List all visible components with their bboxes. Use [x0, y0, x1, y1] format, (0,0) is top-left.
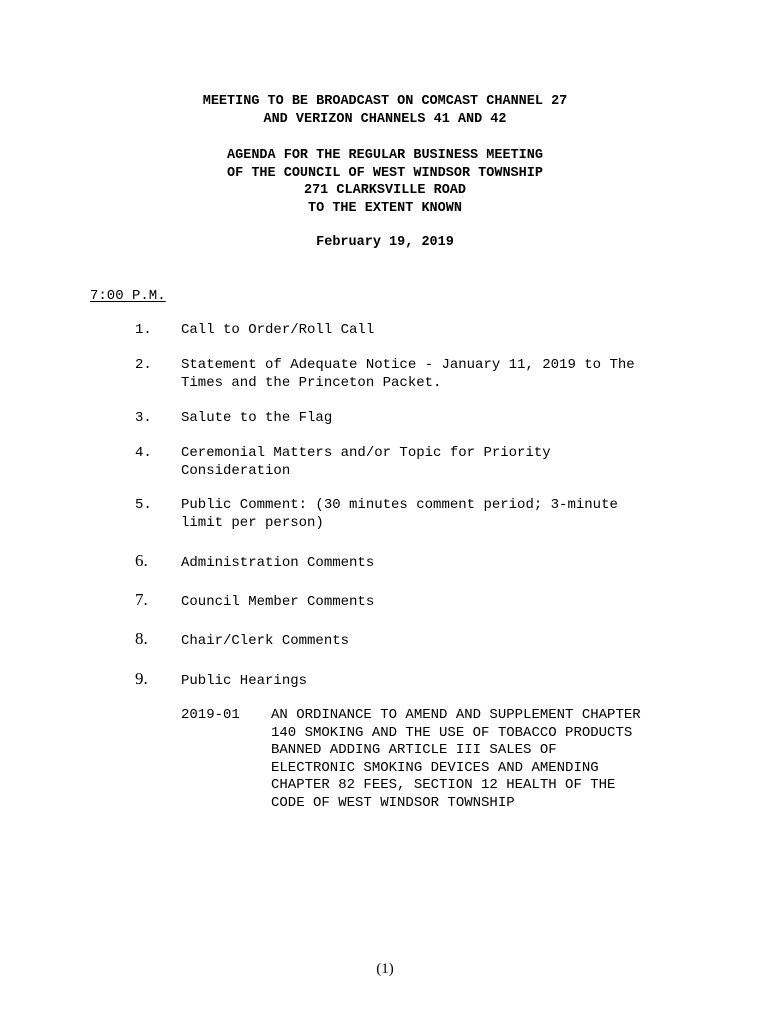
item-text: Ceremonial Matters and/or Topic for Priority Consideration	[181, 445, 551, 479]
item-number: 1.	[135, 322, 152, 338]
meeting-date: February 19, 2019	[316, 235, 454, 250]
item-text: Statement of Adequate Notice - January 11, 2019 to The Times and the Princeton Packet.	[181, 357, 635, 391]
item-number: 7.	[135, 590, 148, 609]
broadcast-line: MEETING TO BE BROADCAST ON COMCAST CHANNEL 27	[202, 94, 568, 109]
agenda-title-line: AGENDA FOR THE REGULAR BUSINESS MEETING	[227, 148, 543, 163]
ordinance-line: AN ORDINANCE TO AMEND AND SUPPLEMENT CHAPTER	[271, 707, 641, 723]
agenda-title-line: OF THE COUNCIL OF WEST WINDSOR TOWNSHIP	[227, 165, 543, 181]
item-text: Salute to the Flag	[181, 410, 333, 426]
item-number: 8.	[135, 629, 148, 648]
agenda-title	[0, 147, 770, 217]
agenda-title-line: 271 CLARKSVILLE ROAD	[303, 183, 467, 198]
item-text: Call to Order/Roll Call	[181, 322, 375, 338]
item-number: 3.	[135, 410, 152, 426]
item-text: Public Comment: (30 minutes comment period; 3-minute limit per person)	[181, 497, 618, 531]
ordinance-line: 140 SMOKING AND THE USE OF TOBACCO PRODUCTS	[271, 724, 633, 741]
item-number: 6.	[135, 551, 148, 570]
ordinance-line: BANNED ADDING ARTICLE III SALES OF	[271, 742, 557, 758]
item-number: 5.	[135, 497, 152, 513]
item-text: Chair/Clerk Comments	[181, 633, 350, 649]
item-number: 9.	[135, 669, 148, 688]
item-number: 4.	[135, 445, 152, 461]
item-text: Council Member Comments	[181, 594, 375, 610]
page-number: (1)	[376, 961, 394, 977]
item-text: Administration Comments	[181, 555, 375, 571]
broadcast-line: AND VERIZON CHANNELS 41 AND 42	[263, 111, 507, 127]
ordinance-title	[271, 707, 691, 812]
agenda-title-line: TO THE EXTENT KNOWN	[308, 200, 462, 216]
item-number: 2.	[135, 357, 152, 373]
item-text: Public Hearings	[181, 673, 308, 689]
broadcast-notice	[0, 93, 770, 128]
ordinance-line: CODE OF WEST WINDSOR TOWNSHIP	[271, 794, 515, 811]
ordinance-line: ELECTRONIC SMOKING DEVICES AND AMENDING	[271, 759, 599, 776]
meeting-time: 7:00 P.M.	[90, 288, 166, 304]
ordinance-line: CHAPTER 82 FEES, SECTION 12 HEALTH OF THE	[271, 777, 616, 793]
ordinance-number: 2019-01	[181, 707, 240, 723]
